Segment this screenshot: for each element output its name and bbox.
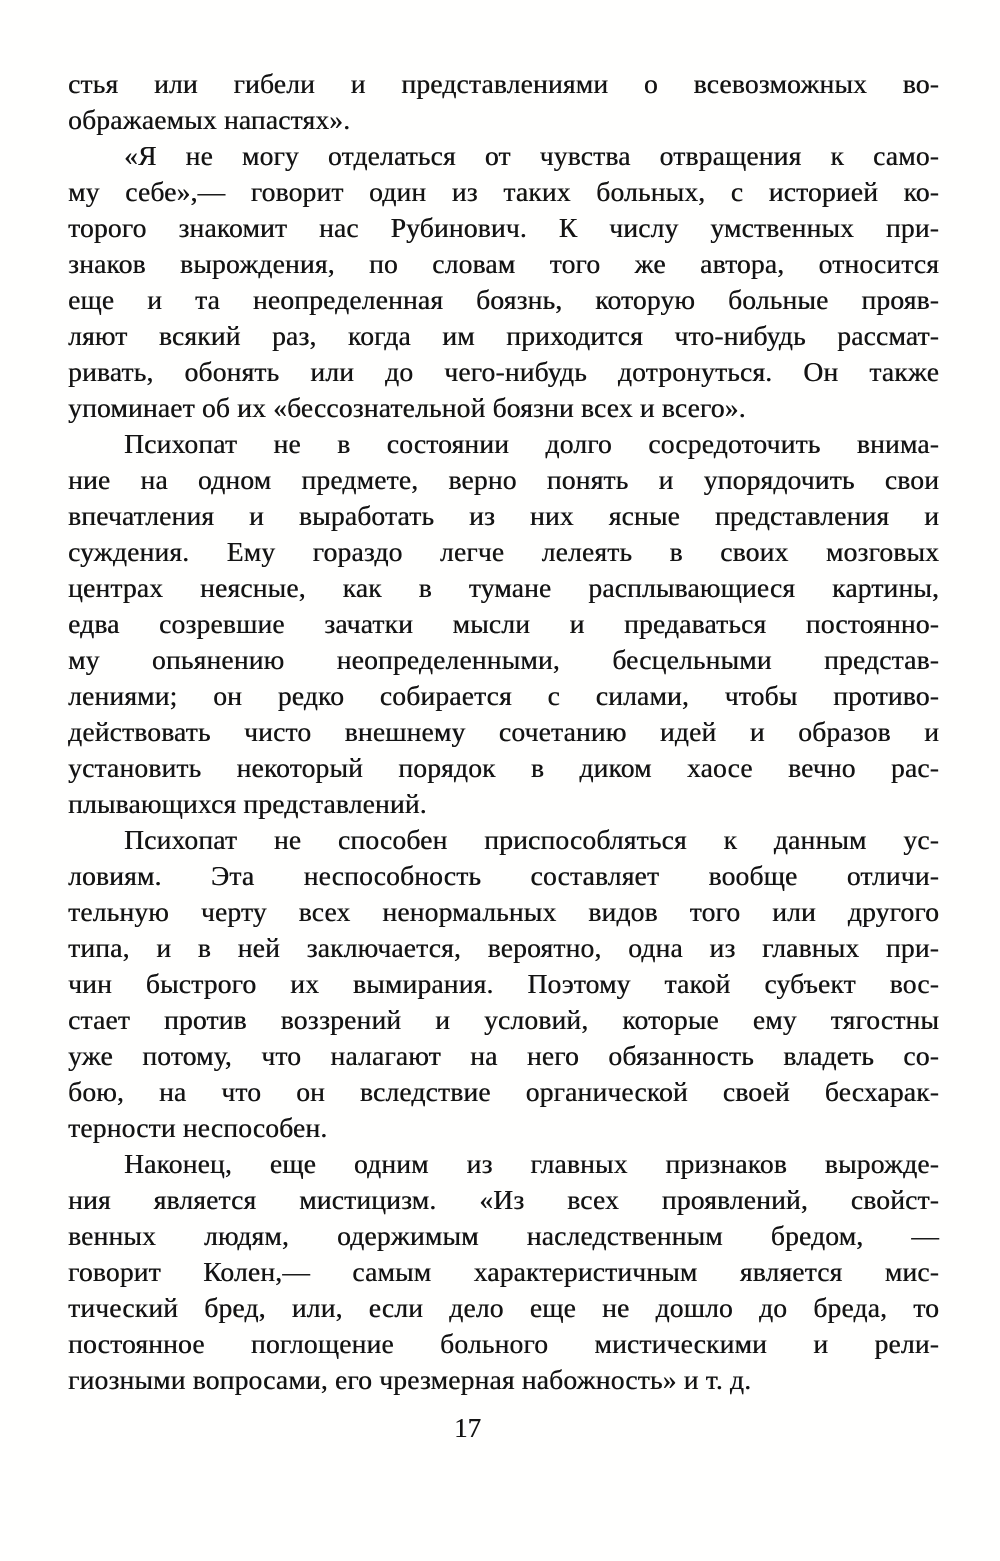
text-line: тельную черту всех ненормальных видов того или другого bbox=[68, 896, 939, 927]
text-line: му себе»,— говорит один из таких больных, с историей ко- bbox=[68, 176, 939, 207]
text-line: Наконец, еще одним из главных признаков вырожде- bbox=[124, 1148, 939, 1179]
text-line: ляют всякий раз, когда им приходится что-нибудь рассмат- bbox=[68, 320, 939, 351]
text-line: суждения. Ему гораздо легче лелеять в своих мозговых bbox=[68, 536, 939, 567]
text-line: впечатления и выработать из них ясные представления и bbox=[68, 500, 939, 531]
text-line: гиозными вопросами, его чрезмерная набожность» и т. д. bbox=[68, 1364, 752, 1395]
text-line: постоянное поглощение больного мистическими и рели- bbox=[68, 1328, 939, 1359]
text-line: ния является мистицизм. «Из всех проявлений, свойст- bbox=[68, 1184, 939, 1215]
text-line: Психопат не способен приспособляться к данным ус- bbox=[124, 824, 939, 855]
text-line: упоминает об их «бессознательной боязни всех и всего». bbox=[68, 392, 746, 423]
text-line: терности неспособен. bbox=[68, 1112, 328, 1143]
text-line: торого знакомит нас Рубинович. К числу умственных при- bbox=[68, 212, 939, 243]
text-line: ривать, обонять или до чего-нибудь дотронуться. Он также bbox=[68, 356, 939, 387]
text-line: центрах неясные, как в тумане расплывающиеся картины, bbox=[68, 572, 939, 603]
page-number: 17 bbox=[454, 1413, 481, 1443]
text-line: ние на одном предмете, верно понять и упорядочить свои bbox=[68, 464, 939, 495]
text-line: ображаемых напастях». bbox=[68, 104, 351, 135]
text-line: му опьянению неопределенными, бесцельными представ- bbox=[68, 644, 939, 675]
text-line: действовать чисто внешнему сочетанию идей и образов и bbox=[68, 716, 939, 747]
text-line: плывающихся представлений. bbox=[68, 788, 427, 819]
paragraph bbox=[68, 1146, 939, 1398]
paragraph bbox=[68, 426, 939, 822]
text-line: уже потому, что налагают на него обязанность владеть со- bbox=[68, 1040, 939, 1071]
text-line: говорит Колен,— самым характеристичным является мис- bbox=[68, 1256, 939, 1287]
text-block bbox=[68, 66, 939, 1398]
text-line: лениями; он редко собирается с силами, чтобы противо- bbox=[68, 680, 939, 711]
text-line: стья или гибели и представлениями о всевозможных во- bbox=[68, 68, 939, 99]
text-line: тический бред, или, если дело еще не дошло до бреда, то bbox=[68, 1292, 939, 1323]
text-line: стает против воззрений и условий, которые ему тягостны bbox=[68, 1004, 939, 1035]
text-line: еще и та неопределенная боязнь, которую больные прояв- bbox=[68, 284, 939, 315]
text-line: ловиям. Эта неспособность составляет вообще отличи- bbox=[68, 860, 939, 891]
text-line: знаков вырождения, по словам того же автора, относится bbox=[68, 248, 939, 279]
text-line: установить некоторый порядок в диком хаосе вечно рас- bbox=[68, 752, 939, 783]
paragraph bbox=[68, 138, 939, 426]
paragraph bbox=[68, 822, 939, 1146]
text-line: бою, на что он вследствие органической своей бесхарак- bbox=[68, 1076, 939, 1107]
text-line: венных людям, одержимым наследственным бредом, — bbox=[68, 1220, 939, 1251]
text-line: чин быстрого их вымирания. Поэтому такой субъект вос- bbox=[68, 968, 939, 999]
text-line: едва созревшие зачатки мысли и предаваться постоянно- bbox=[68, 608, 939, 639]
text-line: Психопат не в состоянии долго сосредоточить внима- bbox=[124, 428, 939, 459]
text-line: «Я не могу отделаться от чувства отвращения к само- bbox=[124, 140, 939, 171]
text-line: типа, и в ней заключается, вероятно, одна из главных при- bbox=[68, 932, 939, 963]
paragraph bbox=[68, 66, 939, 138]
